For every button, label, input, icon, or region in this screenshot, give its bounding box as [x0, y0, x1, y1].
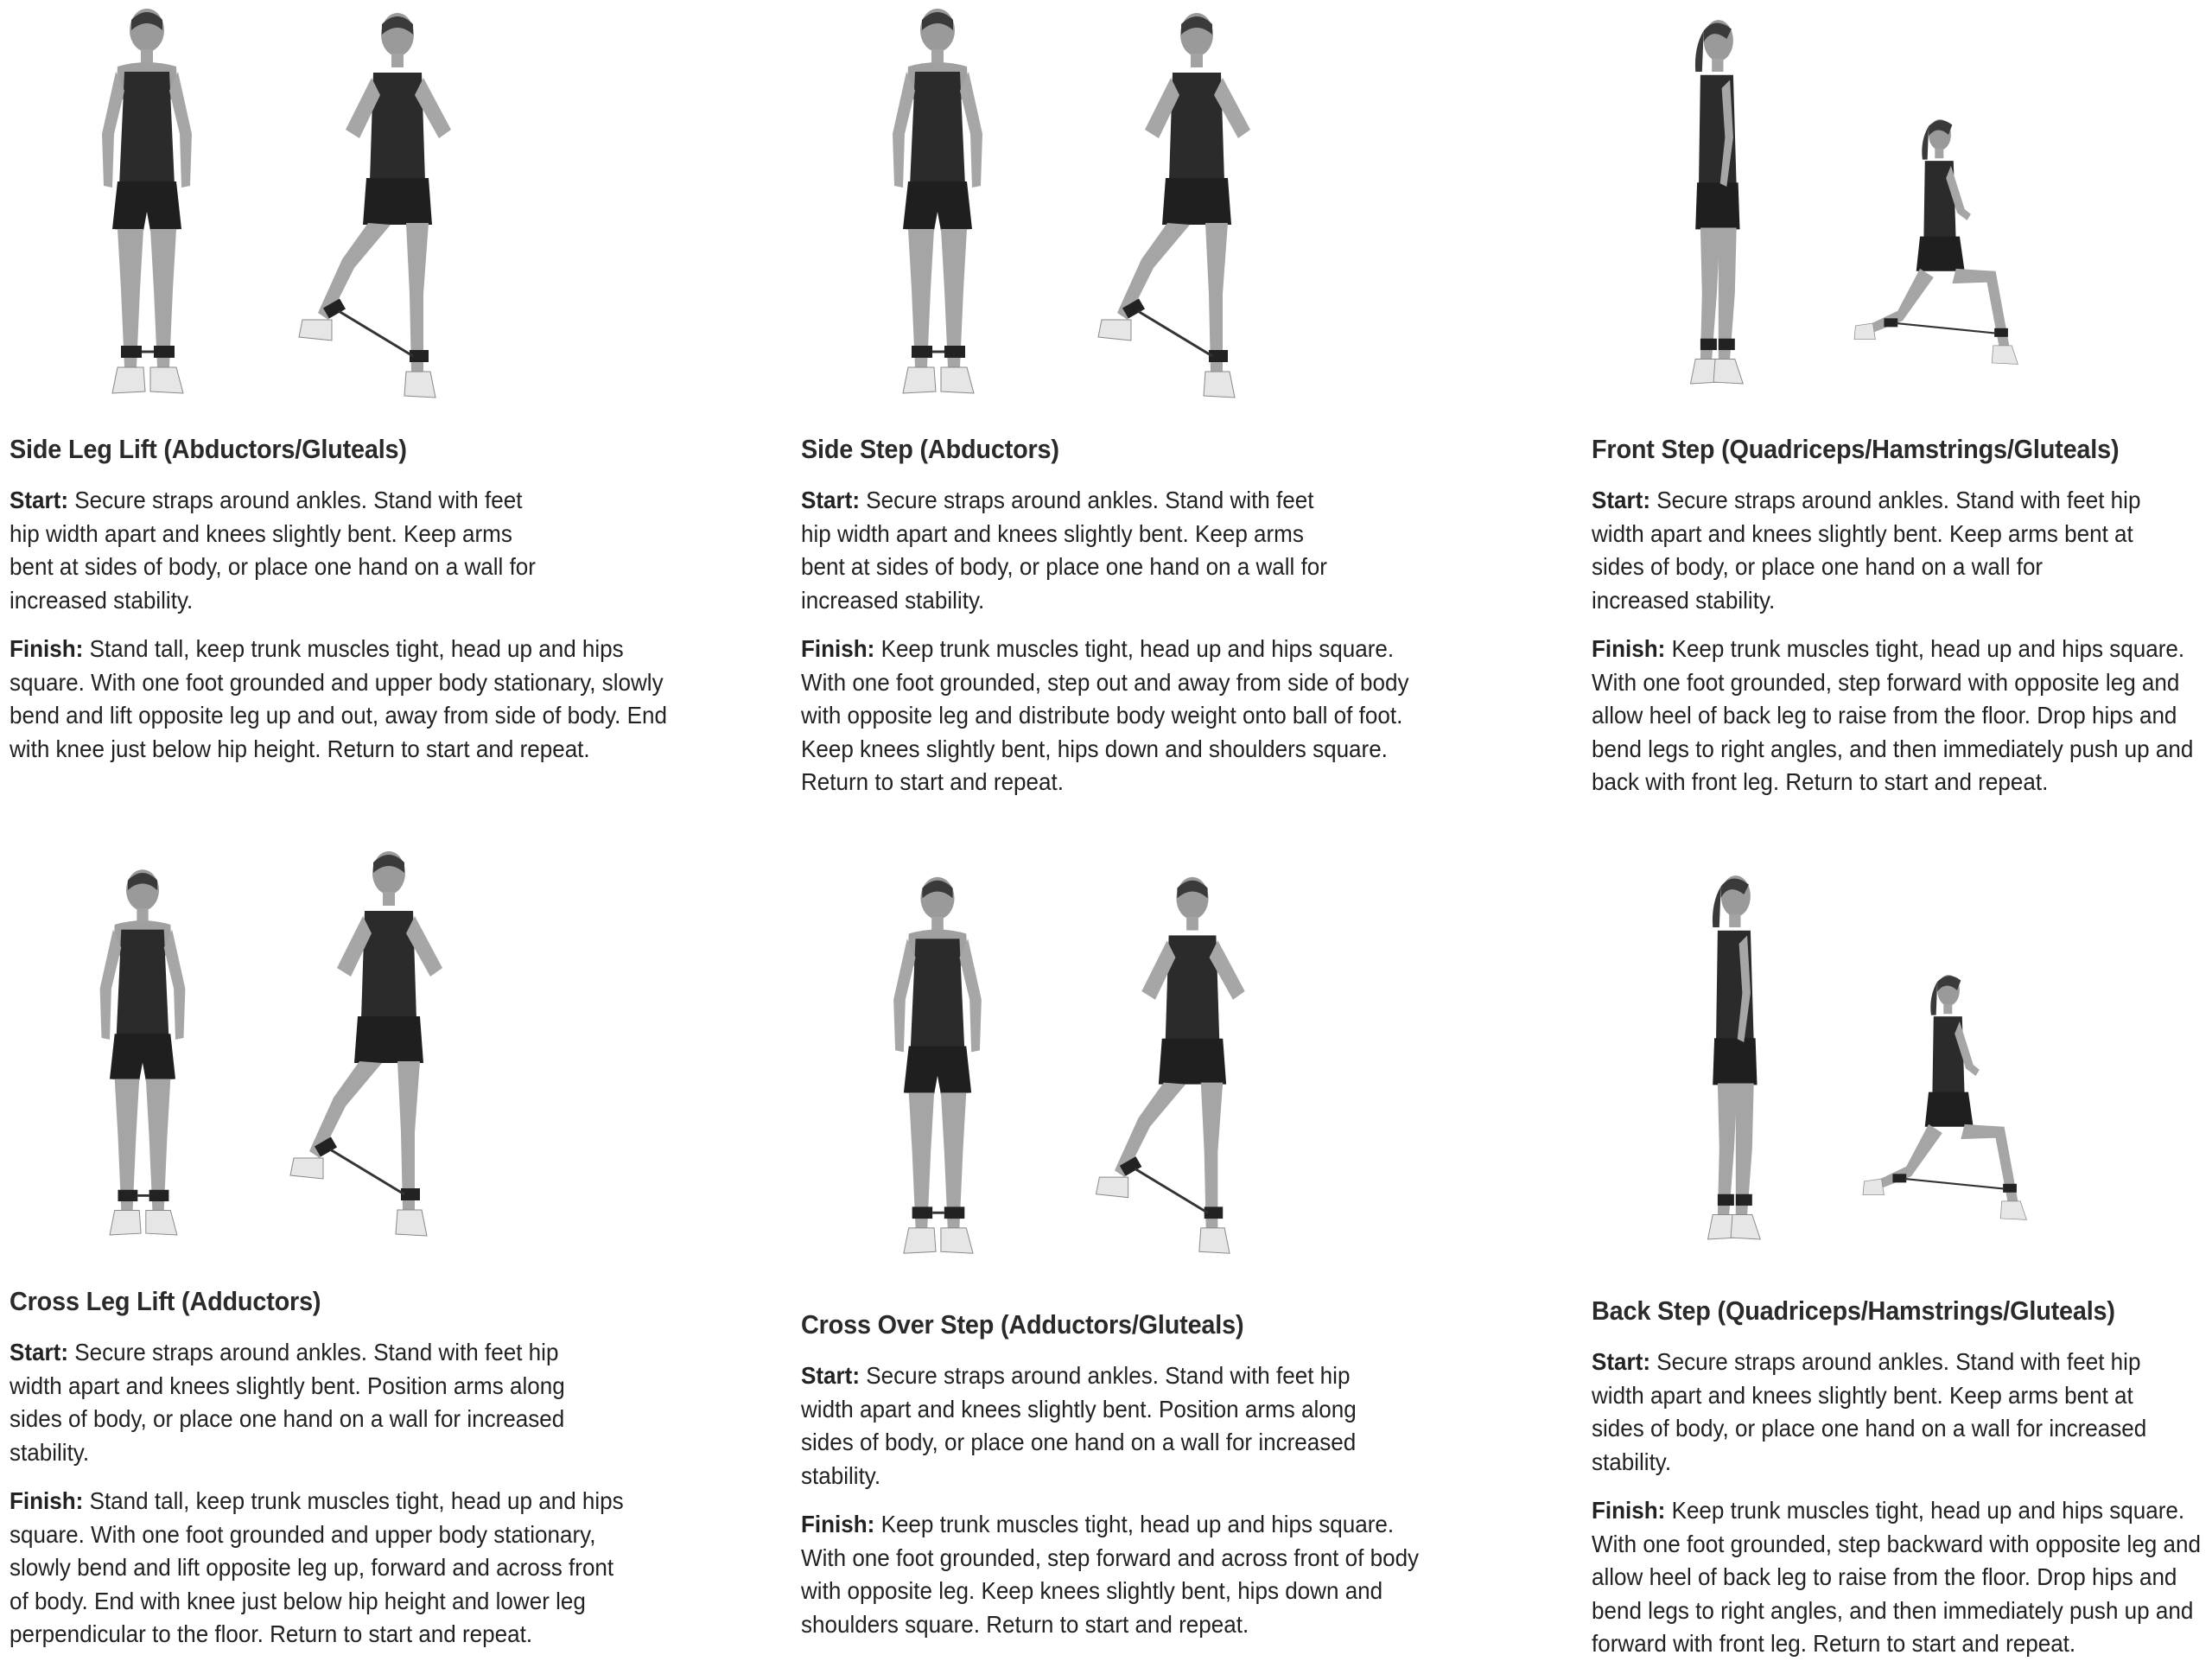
finish-text: Keep trunk muscles tight, head up and hips square. With one foot grounded, step out and away from side of body with opposite leg and distribute body weight onto ball of foot. Keep knees slightly bent, hips down and shoulders square. Return to start and repeat.	[801, 635, 1409, 795]
start-label: Start:	[10, 487, 69, 513]
start-position-image	[851, 873, 1024, 1262]
exercise-title: Side Step (Abductors)	[801, 434, 1059, 464]
exercise-title: Side Leg Lift (Abductors/Gluteals)	[10, 434, 407, 464]
start-label: Start:	[801, 487, 861, 513]
exercise-photos	[1650, 864, 2065, 1253]
exercise-front-step	[1581, 0, 2212, 830]
start-position-image	[851, 0, 1024, 406]
finish-position-image	[1084, 9, 1309, 406]
start-text: Secure straps around ankles. Stand with feet hip width apart and knees slightly bent. Keep arms bent at sides of body, or place one hand on a wall for increased stability.	[10, 487, 536, 614]
exercise-photos	[851, 873, 1300, 1262]
start-text: Secure straps around ankles. Stand with feet hip width apart and knees slightly bent. Keep arms bent at sides of body, or place one hand on a wall for increased stability.	[1592, 487, 2141, 614]
exercise-photos	[851, 0, 1309, 406]
finish-text: Keep trunk muscles tight, head up and hips square. With one foot grounded, step forward and across front of body with opposite leg. Keep knees slightly bent, hips down and shoulders square. Return to start and repeat.	[801, 1511, 1420, 1638]
start-text: Secure straps around ankles. Stand with feet hip width apart and knees slightly bent. Position arms along sides of body, or place one hand on a wall for increased stability.	[801, 1362, 1357, 1489]
start-position-image	[60, 864, 225, 1244]
finish-instructions	[10, 633, 669, 766]
finish-text: Stand tall, keep trunk muscles tight, head up and hips square. With one foot grounded and upper body stationary, slowly bend and lift opposite leg up, forward and across front of body. End with knee just below hip height and lower leg perpendicular to the floor. Return to start and repeat.	[10, 1487, 624, 1647]
finish-instructions	[1592, 633, 2202, 799]
start-position-image	[1650, 864, 1815, 1253]
exercise-title: Cross Over Step (Adductors/Gluteals)	[801, 1309, 1244, 1340]
start-label: Start:	[1592, 487, 1651, 513]
exercise-side-leg-lift	[0, 0, 760, 830]
finish-text: Stand tall, keep trunk muscles tight, head up and hips square. With one foot grounded and upper body stationary, slowly bend and lift opposite leg up and out, away from side of body. End with knee just below hip height. Return to start and repeat.	[10, 635, 667, 762]
finish-instructions	[10, 1485, 628, 1652]
start-label: Start:	[801, 1362, 861, 1389]
finish-position-image	[1084, 873, 1300, 1262]
finish-text: Keep trunk muscles tight, head up and hips square. With one foot grounded, step forward with opposite leg and allow heel of back leg to raise from the floor. Drop hips and bend legs to right angles, and then immediately push up and back with front leg. Return to start and repeat.	[1592, 635, 2194, 795]
finish-position-image	[285, 847, 493, 1244]
exercise-side-step	[791, 0, 1551, 830]
finish-text: Keep trunk muscles tight, head up and hips square. With one foot grounded, step backward with opposite leg and allow heel of back leg to raise from the floor. Drop hips and bend legs to right angles, and then immediately push up and forward with front leg. Return to start and repeat.	[1592, 1497, 2201, 1657]
exercise-title: Front Step (Quadriceps/Hamstrings/Gluteals)	[1592, 434, 2120, 464]
finish-instructions	[1592, 1494, 2202, 1661]
exercise-cross-leg-lift	[0, 838, 760, 1674]
exercise-back-step	[1581, 838, 2212, 1674]
finish-instructions	[801, 1508, 1427, 1641]
exercise-photos	[1633, 9, 2065, 398]
finish-label: Finish:	[801, 635, 875, 662]
start-text: Secure straps around ankles. Stand with feet hip width apart and knees slightly bent. Keep arms bent at sides of body, or place one hand on a wall for increased stability.	[1592, 1348, 2147, 1475]
finish-label: Finish:	[1592, 635, 1666, 662]
start-instructions	[1592, 484, 2146, 617]
exercise-cross-over-step	[791, 838, 1551, 1674]
finish-position-image	[294, 9, 501, 406]
exercise-title: Back Step (Quadriceps/Hamstrings/Gluteals)	[1592, 1295, 2115, 1326]
start-instructions	[801, 1359, 1395, 1493]
start-position-image	[1633, 9, 1797, 398]
start-text: Secure straps around ankles. Stand with feet hip width apart and knees slightly bent. Position arms along sides of body, or place one hand on a wall for increased stability.	[10, 1339, 565, 1466]
exercise-photos	[60, 847, 493, 1244]
finish-label: Finish:	[801, 1511, 875, 1537]
start-position-image	[60, 0, 233, 406]
start-instructions	[10, 1336, 604, 1469]
start-instructions	[801, 484, 1347, 617]
finish-label: Finish:	[10, 1487, 84, 1514]
start-label: Start:	[1592, 1348, 1651, 1375]
start-instructions	[1592, 1346, 2186, 1479]
finish-position-image	[1832, 968, 2065, 1253]
start-text: Secure straps around ankles. Stand with feet hip width apart and knees slightly bent. Keep arms bent at sides of body, or place one hand on a wall for increased stability.	[801, 487, 1327, 614]
start-label: Start:	[10, 1339, 69, 1365]
exercise-title: Cross Leg Lift (Adductors)	[10, 1286, 321, 1316]
finish-instructions	[801, 633, 1444, 799]
start-instructions	[10, 484, 556, 617]
finish-label: Finish:	[1592, 1497, 1666, 1524]
exercise-photos	[60, 0, 501, 406]
finish-label: Finish:	[10, 635, 84, 662]
finish-position-image	[1815, 112, 2065, 398]
